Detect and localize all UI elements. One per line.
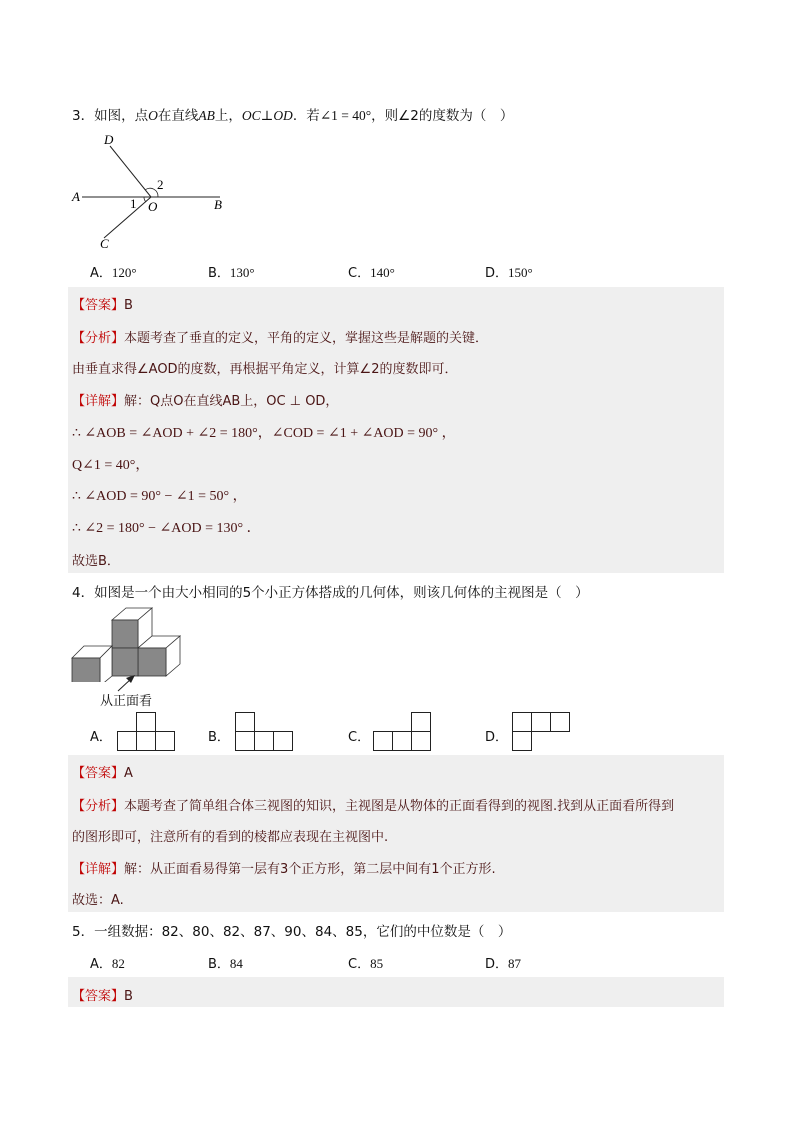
q5-option-b[interactable] [208, 953, 243, 972]
q3-option-c[interactable] [348, 262, 395, 281]
q3-line-od-shape [110, 146, 151, 197]
q3-label-1: 1 [130, 196, 137, 211]
q3-conclusion: 故选B． [72, 554, 120, 569]
q3-label-o: O [148, 199, 158, 214]
q5-option-b-label: B． [208, 957, 230, 972]
q4-cube-figure [70, 604, 190, 682]
q5-solution-box [68, 977, 724, 1007]
q3-option-c-label: C． [348, 266, 371, 281]
q3-answer-line [72, 294, 133, 313]
q3-label-2: 2 [157, 177, 164, 192]
q3-option-d[interactable] [485, 262, 533, 281]
q3-option-a[interactable] [90, 262, 137, 281]
q3-analysis-1: 本题考查了垂直的定义，平角的定义，掌握这些是解题的关键． [124, 331, 489, 346]
q3-oc: OC [241, 108, 261, 123]
q3-detail-line [72, 390, 338, 409]
q3-detail-5: ∴ ∠2 = 180° − ∠AOD = 130° ． [72, 521, 261, 536]
q4-analysis-1: 本题考查了简单组合体三视图的知识，主视图是从物体的正面看得到的视图.找到从正面看所得到 [124, 799, 675, 814]
q3-analysis-2: 由垂直求得∠AOD的度数，再根据平角定义，计算∠2的度数即可． [72, 362, 458, 377]
q3-line-ab: AB [198, 108, 215, 123]
q4-detail-line [72, 858, 496, 877]
q3-point-o: O [148, 108, 158, 123]
q3-angle1: ∠1 = 40° [319, 108, 372, 123]
q4-option-c-figure[interactable] [372, 711, 434, 753]
q3-stem-e: ，则∠2的度数为（ ） [371, 108, 514, 124]
q4-conclusion: 故选：A. [72, 893, 124, 908]
q5-option-c-value: 85 [370, 956, 384, 971]
q4-cube-middle [112, 648, 138, 676]
q5-option-c-label: C． [348, 957, 371, 972]
q3-analysis-tag: 【分析】 [72, 331, 125, 346]
q4-cube-left [72, 646, 112, 682]
q3-detail-2: ∴ ∠AOB = ∠AOD + ∠2 = 180°，∠COD = ∠1 + ∠AOD = 90° ， [72, 426, 456, 441]
q3-detail-tag: 【详解】 [72, 394, 125, 409]
q5-option-d-value: 87 [508, 956, 522, 971]
q3-detail-4: ∴ ∠AOD = 90° − ∠1 = 50° ， [72, 489, 247, 504]
q4-option-a-figure[interactable] [116, 711, 178, 753]
q4-answer-line [72, 762, 133, 781]
q3-option-b-value: 130° [229, 265, 255, 280]
q3-label-c: C [100, 236, 109, 251]
q4-analysis-line [72, 795, 674, 814]
q5-option-d-label: D． [485, 957, 509, 972]
q5-answer-tag: 【答案】 [72, 989, 125, 1004]
q3-option-c-value: 140° [370, 265, 395, 280]
q3-detail-3: Q∠1 = 40°， [72, 458, 150, 473]
q4-option-b-figure[interactable] [234, 711, 296, 753]
q3-answer-value: B [124, 298, 133, 313]
q5-option-d[interactable] [485, 953, 521, 972]
q5-option-a-label: A． [90, 957, 112, 972]
q5-option-c[interactable] [348, 953, 383, 972]
q5-option-b-value: 84 [229, 956, 243, 971]
q4-stem [72, 581, 589, 601]
q3-option-b[interactable] [208, 262, 255, 281]
q4-analysis-2: 的图形即可，注意所有的看到的棱都应表现在主视图中. [72, 830, 389, 845]
q4-option-d-figure[interactable] [511, 711, 575, 753]
q4-option-c-label[interactable]: C． [348, 730, 371, 745]
q3-label-a: A [72, 189, 80, 204]
q4-analysis-tag: 【分析】 [72, 799, 125, 814]
q4-arrow-label: 从正面看 [100, 694, 153, 709]
q3-line-oc-shape [104, 197, 151, 238]
q4-option-a-label[interactable]: A． [90, 730, 112, 745]
q3-number: 3． [72, 108, 95, 124]
q3-stem-c: 上， [214, 108, 242, 124]
q3-option-a-label: A． [90, 266, 112, 281]
q4-answer-tag: 【答案】 [72, 766, 125, 781]
q5-option-a-value: 82 [111, 956, 125, 971]
q5-number: 5． [72, 924, 95, 940]
q3-perp: ⊥ [260, 108, 274, 123]
q3-option-a-value: 120° [111, 265, 137, 280]
q5-stem [72, 920, 511, 940]
q3-stem [72, 104, 513, 124]
q3-stem-b: 在直线 [157, 108, 199, 124]
q3-od: OD [273, 108, 293, 123]
q3-angle1-arc [144, 197, 146, 202]
q3-option-b-label: B． [208, 266, 230, 281]
q4-stem-text: 如图是一个由大小相同的5个小正方体搭成的几何体，则该几何体的主视图是（ ） [94, 585, 589, 601]
q3-analysis-line [72, 327, 488, 346]
q4-option-d-label[interactable]: D． [485, 730, 509, 745]
q5-option-a[interactable] [90, 953, 125, 972]
q4-detail-1: 解：从正面看易得第一层有3个正方形，第二层中间有1个正方形. [124, 862, 496, 877]
q5-answer-value: B [124, 989, 133, 1004]
q4-option-b-label[interactable]: B． [208, 730, 230, 745]
q3-option-d-value: 150° [508, 265, 533, 280]
q3-detail-1: 解：Q点O在直线AB上，OC ⊥ OD， [124, 394, 339, 409]
q3-stem-a: 如图，点 [94, 108, 149, 124]
q4-answer-value: A [124, 766, 133, 781]
q3-stem-d: ．若 [292, 108, 320, 124]
q5-answer-line [72, 985, 133, 1004]
q3-answer-tag: 【答案】 [72, 298, 125, 313]
q3-option-d-label: D． [485, 266, 509, 281]
q4-detail-tag: 【详解】 [72, 862, 125, 877]
q3-label-d: D [104, 132, 114, 147]
q3-label-b: B [214, 197, 222, 212]
q5-stem-text: 一组数据：82、80、82、87、90、84、85，它们的中位数是（ ） [94, 924, 512, 940]
q4-number: 4． [72, 585, 95, 601]
q3-figure [68, 128, 238, 252]
